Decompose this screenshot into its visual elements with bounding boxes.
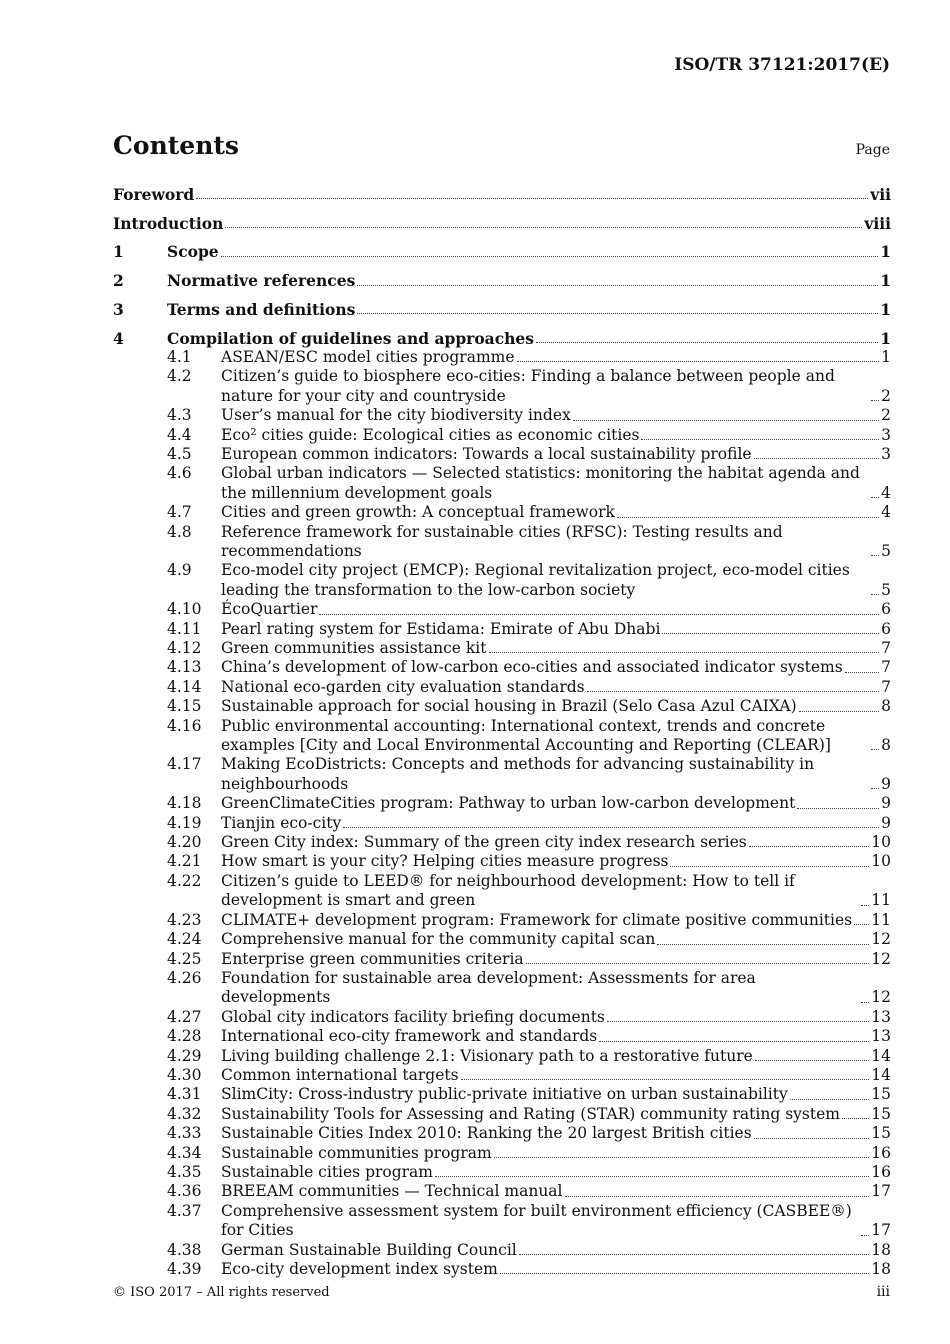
toc-entry-number: 4.30: [167, 1065, 202, 1084]
dot-leader: [845, 672, 879, 673]
toc-entry-page: 14: [871, 1046, 891, 1065]
dot-leader: [225, 227, 862, 228]
toc-entry-title: CLIMATE+ development program: Framework for climate positive communities: [221, 910, 853, 929]
toc-entry-number: 4.2: [167, 367, 192, 386]
toc-entry[interactable]: [113, 1163, 891, 1182]
page-number: iii: [876, 1284, 890, 1300]
toc-entry-page: 11: [871, 891, 891, 910]
toc-entry[interactable]: [113, 930, 891, 949]
toc-entry-page: 5: [881, 580, 891, 599]
toc-entry-number: 4.17: [167, 755, 202, 774]
toc-entry-title: Compilation of guidelines and approaches: [167, 328, 535, 348]
toc-entry-number: 4.32: [167, 1104, 202, 1123]
dot-leader: [519, 1254, 870, 1255]
toc-entry-title: Citizen’s guide to biosphere eco-cities: Finding a balance between people and nature for your city and countryside: [221, 367, 835, 405]
toc-entry-number: 4.24: [167, 930, 202, 949]
toc-entry[interactable]: [113, 214, 891, 233]
toc-entry-number: 4.35: [167, 1162, 202, 1181]
toc-entry[interactable]: [113, 1047, 891, 1066]
toc-entry-page: 13: [871, 1007, 891, 1026]
toc-entry-number: 4.19: [167, 813, 202, 832]
toc-entry-number: 4.23: [167, 910, 202, 929]
toc-entry-number: 4.38: [167, 1240, 202, 1259]
toc-entry-page: 4: [881, 503, 891, 522]
toc-entry-number: 4: [113, 328, 124, 348]
toc-entry-number: 4.15: [167, 697, 202, 716]
toc-entry-page: 3: [881, 444, 891, 463]
toc-entry-page: 7: [881, 658, 891, 677]
toc-entry-title: Sustainable communities program: [221, 1143, 492, 1162]
toc-entry-page: 8: [881, 697, 891, 716]
toc-entry[interactable]: [113, 1260, 891, 1279]
dot-leader: [489, 652, 880, 653]
dot-leader: [587, 691, 880, 692]
toc-entry-title: Global urban indicators — Selected statistics: monitoring the habitat agenda and the millennium development goals: [221, 464, 860, 502]
toc-entry-title: User’s manual for the city biodiversity index: [221, 406, 571, 425]
toc-entry[interactable]: [113, 717, 891, 756]
toc-entry-page: vii: [870, 185, 891, 204]
toc-entry-number: 4.25: [167, 949, 202, 968]
toc-entry[interactable]: [113, 969, 891, 1008]
toc-entry[interactable]: [113, 445, 891, 464]
toc-entry[interactable]: [113, 271, 891, 290]
toc-entry-title: Normative references: [167, 271, 356, 291]
toc-entry[interactable]: [113, 523, 891, 562]
toc-entry-page: 2: [881, 406, 891, 425]
dot-leader: [343, 827, 879, 828]
dot-leader: [657, 944, 869, 945]
dot-leader: [461, 1079, 870, 1080]
toc-entry-page: 9: [881, 794, 891, 813]
dot-leader: [319, 614, 879, 615]
toc-entry[interactable]: [113, 1202, 891, 1241]
toc-entry[interactable]: [113, 1085, 891, 1104]
toc-entry-title: International eco-city framework and standards: [221, 1027, 598, 1046]
toc-entry-page: 6: [881, 619, 891, 638]
toc-entry[interactable]: [113, 185, 891, 204]
toc-entry[interactable]: [113, 950, 891, 969]
toc-entry-number: 4.37: [167, 1201, 202, 1220]
toc-entry-number: 4.21: [167, 852, 202, 871]
toc-entry-number: 4.29: [167, 1046, 202, 1065]
toc-entry-title: Tianjin eco-city: [221, 813, 342, 832]
toc-entry[interactable]: [113, 406, 891, 425]
dot-leader: [842, 1118, 869, 1119]
toc-entry[interactable]: [113, 464, 891, 503]
toc-entry-title: Global city indicators facility briefing documents: [221, 1007, 605, 1026]
toc-entry-title: Living building challenge 2.1: Visionary path to a restorative future: [221, 1046, 753, 1065]
toc-entry-page: 12: [871, 930, 891, 949]
toc-entry-number: 4.18: [167, 794, 202, 813]
toc-entry-title: Pearl rating system for Estidama: Emirate of Abu Dhabi: [221, 619, 661, 638]
toc-entry-page: 15: [871, 1104, 891, 1123]
toc-entry[interactable]: [113, 367, 891, 406]
toc-entry-page: 4: [881, 483, 891, 502]
toc-entry-page: 5: [881, 541, 891, 560]
toc-entry-number: 1: [113, 242, 124, 262]
toc-entry-page: viii: [864, 213, 891, 233]
toc-entry-title: Terms and definitions: [167, 299, 356, 319]
dot-leader: [871, 555, 879, 556]
toc-entry[interactable]: [113, 300, 891, 319]
page-column-label: Page: [855, 142, 890, 158]
toc-entry-number: 4.27: [167, 1007, 202, 1026]
toc-entry-title: Public environmental accounting: International context, trends and concrete examples [City and Local Environmental Accounting and Reporting (CLEAR)]: [221, 716, 831, 755]
toc-entry-title: ÉcoQuartier: [221, 600, 318, 619]
dot-leader: [357, 285, 878, 286]
toc-entry[interactable]: [113, 658, 891, 677]
toc-entry-title: Comprehensive assessment system for built environment efficiency (CASBEE®) for Cities: [221, 1201, 852, 1240]
toc-entry-title: Enterprise green communities criteria: [221, 949, 524, 968]
toc-entry-number: 4.39: [167, 1260, 202, 1279]
dot-leader: [871, 594, 879, 595]
toc-entry-number: 4.36: [167, 1182, 202, 1201]
dot-leader: [641, 439, 879, 440]
toc-entry[interactable]: [113, 503, 891, 522]
dot-leader: [221, 256, 879, 257]
toc-entry-page: 9: [881, 813, 891, 832]
toc-entry[interactable]: [113, 755, 891, 794]
toc-entry-number: 4.8: [167, 522, 192, 541]
toc-entry-title: Foundation for sustainable area development: Assessments for area developments: [221, 968, 756, 1007]
toc-entry-page: 17: [871, 1221, 891, 1240]
toc-entry-title: Sustainable cities program: [221, 1162, 433, 1181]
toc-entry[interactable]: [113, 561, 891, 600]
toc-entry-number: 4.13: [167, 658, 202, 677]
toc-entry-page: 14: [871, 1065, 891, 1084]
dot-leader: [754, 458, 880, 459]
toc-entry-title: BREEAM communities — Technical manual: [221, 1182, 563, 1201]
toc-entry-title: Reference framework for sustainable cities (RFSC): Testing results and recommendations: [221, 522, 783, 560]
toc-entry-page: 1: [880, 328, 891, 348]
toc-entry[interactable]: [113, 872, 891, 911]
dot-leader: [755, 1060, 869, 1061]
dot-leader: [565, 1196, 870, 1197]
toc-entry[interactable]: [113, 911, 891, 930]
dot-leader: [871, 497, 879, 498]
toc-entry[interactable]: [113, 1124, 891, 1143]
toc-entry[interactable]: [113, 329, 891, 348]
dot-leader: [517, 361, 880, 362]
toc-entry[interactable]: [113, 639, 891, 658]
toc-entry-number: 4.9: [167, 561, 192, 580]
toc-entry-number: 4.33: [167, 1124, 202, 1143]
toc-entry-page: 6: [881, 600, 891, 619]
toc-entry-number: 4.4: [167, 425, 192, 444]
toc-entry-page: 9: [881, 774, 891, 793]
toc-entry[interactable]: [113, 678, 891, 697]
toc-entry[interactable]: [113, 426, 891, 445]
dot-leader: [662, 633, 879, 634]
toc-entry-number: 4.1: [167, 347, 192, 366]
toc-entry[interactable]: [113, 348, 891, 367]
toc-entry-title: Scope: [167, 242, 219, 262]
toc-entry-title: Cities and green growth: A conceptual framework: [221, 503, 615, 522]
table-of-contents: [113, 185, 891, 1279]
dot-leader: [861, 1002, 869, 1003]
toc-entry-number: 4.20: [167, 833, 202, 852]
toc-entry-title: Comprehensive manual for the community capital scan: [221, 930, 656, 949]
toc-entry-page: 18: [871, 1260, 891, 1279]
toc-entry-page: 1: [881, 347, 891, 366]
toc-entry-page: 18: [871, 1240, 891, 1259]
dot-leader: [861, 905, 869, 906]
toc-entry[interactable]: [113, 1027, 891, 1046]
toc-entry-number: 4.10: [167, 600, 202, 619]
dot-leader: [357, 313, 878, 314]
dot-leader: [617, 517, 879, 518]
toc-entry-page: 17: [871, 1182, 891, 1201]
toc-entry-number: 4.6: [167, 464, 192, 483]
toc-entry-title: Sustainable Cities Index 2010: Ranking the 20 largest British cities: [221, 1124, 752, 1143]
toc-entry-page: 16: [871, 1162, 891, 1181]
toc-entry-title: China’s development of low-carbon eco-cities and associated indicator systems: [221, 658, 843, 677]
toc-entry[interactable]: [113, 833, 891, 852]
toc-entry-title: European common indicators: Towards a local sustainability profile: [221, 444, 752, 463]
toc-entry-number: 4.34: [167, 1143, 202, 1162]
dot-leader: [871, 788, 879, 789]
dot-leader: [536, 342, 878, 343]
toc-entry[interactable]: [113, 1008, 891, 1027]
toc-entry-number: 4.14: [167, 677, 202, 696]
toc-entry-title: German Sustainable Building Council: [221, 1240, 517, 1259]
dot-leader: [670, 866, 869, 867]
toc-entry-title: Eco-city development index system: [221, 1260, 498, 1279]
toc-entry-page: 13: [871, 1027, 891, 1046]
dot-leader: [799, 711, 879, 712]
toc-entry[interactable]: [113, 1066, 891, 1085]
dot-leader: [573, 420, 879, 421]
contents-heading: Contents: [113, 131, 240, 160]
toc-entry[interactable]: [113, 794, 891, 813]
dot-leader: [749, 846, 870, 847]
toc-entry[interactable]: [113, 697, 891, 716]
dot-leader: [607, 1021, 869, 1022]
toc-entry-title: ASEAN/ESC model cities programme: [221, 347, 515, 366]
toc-entry-title: Citizen’s guide to LEED® for neighbourhood development: How to tell if development is smart and green: [221, 871, 795, 910]
toc-entry[interactable]: [113, 814, 891, 833]
dot-leader: [526, 963, 870, 964]
toc-entry-page: 1: [880, 242, 891, 262]
toc-entry[interactable]: [113, 1182, 891, 1201]
toc-entry-page: 15: [871, 1085, 891, 1104]
dot-leader: [494, 1157, 870, 1158]
toc-entry-page: 16: [871, 1143, 891, 1162]
toc-entry-title: Sustainable approach for social housing in Brazil (Selo Casa Azul CAIXA): [221, 697, 797, 716]
dot-leader: [196, 198, 868, 199]
document-id: ISO/TR 37121:2017(E): [674, 55, 890, 75]
toc-entry-title: National eco-garden city evaluation standards: [221, 677, 585, 696]
toc-entry-number: 4.5: [167, 444, 192, 463]
dot-leader: [871, 400, 879, 401]
toc-entry-title: Introduction: [113, 213, 224, 233]
dot-leader: [435, 1176, 869, 1177]
toc-entry-title: Sustainability Tools for Assessing and Rating (STAR) community rating system: [221, 1104, 840, 1123]
toc-entry-number: 4.16: [167, 716, 202, 735]
toc-entry-page: 7: [881, 677, 891, 696]
toc-entry-page: 11: [871, 910, 891, 929]
toc-entry-title: Common international targets: [221, 1065, 459, 1084]
toc-entry-page: 8: [881, 736, 891, 755]
toc-entry-number: 4.12: [167, 639, 202, 658]
toc-entry[interactable]: [113, 1105, 891, 1124]
toc-entry[interactable]: [113, 242, 891, 261]
toc-entry[interactable]: [113, 600, 891, 619]
toc-entry-page: 7: [881, 639, 891, 658]
toc-entry-title: Making EcoDistricts: Concepts and methods for advancing sustainability in neighbourhoods: [221, 755, 815, 793]
toc-entry-title: Green City index: Summary of the green city index research series: [221, 833, 747, 852]
toc-entry[interactable]: [113, 620, 891, 639]
toc-entry-number: 4.26: [167, 968, 202, 987]
dot-leader: [861, 1235, 869, 1236]
toc-entry-title: Eco² cities guide: Ecological cities as economic cities: [221, 425, 640, 444]
toc-entry-title: How smart is your city? Helping cities measure progress: [221, 852, 669, 871]
toc-entry-page: 2: [881, 386, 891, 405]
toc-entry-number: 4.7: [167, 503, 192, 522]
dot-leader: [599, 1041, 869, 1042]
dot-leader: [754, 1138, 870, 1139]
toc-entry-page: 10: [871, 852, 891, 871]
toc-entry-page: 12: [871, 949, 891, 968]
dot-leader: [871, 749, 879, 750]
toc-entry[interactable]: [113, 1241, 891, 1260]
toc-entry-number: 4.3: [167, 406, 192, 425]
toc-entry-number: 4.22: [167, 871, 202, 890]
toc-entry-number: 3: [113, 299, 124, 319]
toc-entry-page: 10: [871, 833, 891, 852]
dot-leader: [854, 924, 869, 925]
toc-entry-number: 4.31: [167, 1085, 202, 1104]
copyright-footer: © ISO 2017 – All rights reserved: [113, 1285, 330, 1300]
toc-entry-page: 1: [880, 271, 891, 291]
toc-entry-number: 4.11: [167, 619, 202, 638]
toc-entry-page: 15: [871, 1124, 891, 1143]
toc-entry-title: GreenClimateCities program: Pathway to urban low-carbon development: [221, 794, 796, 813]
toc-entry[interactable]: [113, 852, 891, 871]
toc-entry-title: SlimCity: Cross-industry public-private initiative on urban sustainability: [221, 1085, 788, 1104]
toc-entry-title: Green communities assistance kit: [221, 639, 487, 658]
dot-leader: [790, 1099, 870, 1100]
toc-entry-number: 2: [113, 271, 124, 291]
dot-leader: [500, 1273, 869, 1274]
toc-entry-number: 4.28: [167, 1027, 202, 1046]
toc-entry-page: 1: [880, 299, 891, 319]
toc-entry-page: 12: [871, 988, 891, 1007]
dot-leader: [797, 808, 879, 809]
toc-entry-page: 3: [881, 425, 891, 444]
toc-entry-title: Foreword: [113, 185, 195, 204]
toc-entry-title: Eco-model city project (EMCP): Regional revitalization project, eco-model cities leading the transformation to the low-carbon society: [221, 561, 850, 599]
toc-entry[interactable]: [113, 1144, 891, 1163]
